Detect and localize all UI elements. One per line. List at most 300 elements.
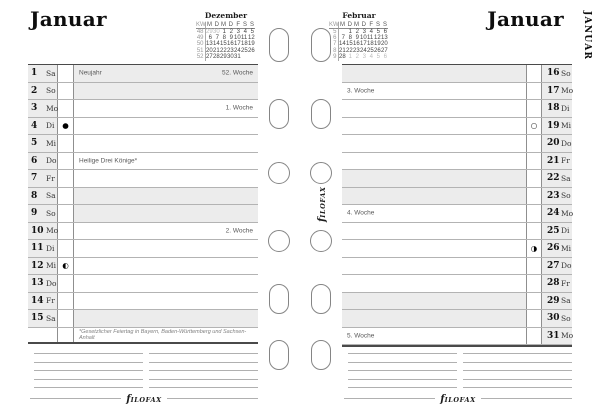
day-row-21: [342, 153, 572, 171]
day-name: Fr: [561, 278, 570, 288]
moon-phase-cell: [526, 118, 542, 135]
minical-day: [248, 54, 255, 60]
minical-day: 2: [355, 54, 359, 61]
day-row-9: [28, 205, 258, 223]
day-number: 19: [547, 120, 560, 131]
minical-day: 30: [213, 28, 220, 35]
day-number: 22: [547, 173, 560, 184]
binder-hole: [310, 162, 332, 184]
minical-day: 27: [381, 47, 388, 54]
day-name: Sa: [46, 191, 56, 201]
minical-weekday-header: S: [249, 21, 254, 28]
notes-ruled-line: [34, 379, 143, 380]
mini-calendar-februar: [329, 11, 389, 61]
minical-day: 1: [348, 28, 352, 35]
minical-day: 13: [381, 35, 388, 42]
month-tab-januar: JANUAR: [582, 11, 592, 61]
day-label-cell: [28, 275, 58, 292]
minical-weekday-header: S: [382, 21, 387, 28]
moon-phase-cell: [526, 188, 542, 205]
minical-day: 3: [362, 28, 366, 35]
day-number: 14: [31, 295, 44, 306]
minical-day: 26: [374, 47, 381, 54]
notes-ruled-line: [34, 353, 143, 354]
minical-kw-header: KW: [329, 21, 339, 28]
mini-calendar-title: Dezember: [204, 11, 248, 20]
holiday-label: Neujahr: [79, 69, 102, 77]
day-row-5: [28, 135, 258, 153]
minical-day: 20: [381, 41, 388, 48]
day-content-cell: [342, 205, 526, 222]
moon-phase-cell: [58, 205, 74, 222]
day-row-6: [28, 153, 258, 171]
minical-day: 26: [248, 47, 255, 54]
week-label: 3. Woche: [347, 87, 375, 95]
day-number: 29: [547, 295, 560, 306]
moon-phase-cell: [58, 310, 74, 327]
day-content-cell: [74, 83, 258, 100]
minical-weekday-header: S: [375, 21, 380, 28]
day-number: 24: [547, 208, 560, 219]
day-number: 11: [31, 243, 44, 254]
minical-day: 11: [367, 35, 374, 42]
minical-day: [241, 54, 248, 60]
minical-day: 6: [383, 28, 387, 35]
moon-phase-cell: [526, 275, 542, 292]
minical-day: 9: [355, 35, 359, 42]
minical-day: 23: [353, 47, 360, 54]
moon-phase-cell: [58, 240, 74, 257]
day-content-cell: [342, 153, 526, 170]
right-page-title: Januar: [487, 7, 564, 31]
day-row-30: [342, 310, 572, 328]
minical-day: 5: [376, 54, 380, 61]
notes-ruled-line: [30, 398, 121, 399]
notes-ruled-line: [463, 353, 572, 354]
day-name: Di: [561, 226, 570, 236]
minical-weekday-header: F: [234, 22, 241, 29]
minical-day: 8: [222, 35, 226, 42]
minical-day: 1: [222, 28, 226, 35]
day-name: Mo: [561, 86, 574, 96]
day-number: 12: [31, 260, 44, 271]
day-row-27: [342, 258, 572, 276]
moon-phase-cell: [58, 223, 74, 240]
minical-day: 27: [206, 54, 213, 61]
minical-day: 21: [339, 47, 346, 54]
minical-week-number: 9: [329, 54, 339, 60]
minical-day: 4: [369, 54, 373, 61]
minical-weekday-header: S: [242, 21, 247, 28]
day-name: Do: [561, 261, 572, 271]
minical-day: 5: [250, 28, 254, 35]
week-label: 2. Woche: [225, 227, 253, 235]
minical-day: 19: [374, 41, 381, 48]
minical-day: 8: [348, 35, 352, 42]
notes-ruled-line: [348, 370, 457, 371]
minical-day: 31: [234, 54, 241, 61]
day-label-cell: [542, 205, 572, 222]
day-content-cell: [342, 240, 526, 257]
moon-phase-cell: [526, 310, 542, 327]
week-label: 5. Woche: [347, 332, 375, 340]
day-name: Mi: [46, 138, 57, 148]
mini-calendar-dezember: [196, 11, 256, 61]
minical-week-number: 7: [329, 41, 339, 47]
notes-ruled-line: [149, 370, 258, 371]
moon-phase-cell: [526, 153, 542, 170]
notes-ruled-line: [149, 353, 258, 354]
moon-phase-cell: [58, 275, 74, 292]
day-content-cell: [342, 118, 526, 135]
filofax-logo: fILOFAX: [440, 394, 476, 405]
day-label-cell: [542, 258, 572, 275]
minical-weekday-header: D: [347, 21, 352, 28]
minical-day: 18: [367, 41, 374, 48]
day-number: 25: [547, 225, 560, 236]
day-label-cell: [542, 293, 572, 310]
day-row-7: [28, 170, 258, 188]
day-row-14: [28, 293, 258, 311]
day-number: 17: [547, 85, 560, 96]
minical-day: 6: [208, 35, 212, 42]
notes-ruled-line: [348, 353, 457, 354]
day-number: 27: [547, 260, 560, 271]
minical-week-number: 52: [196, 54, 206, 60]
day-name: Di: [561, 103, 570, 113]
binder-hole: [310, 230, 332, 252]
day-row-25: [342, 223, 572, 241]
new-moon-icon: ●: [62, 121, 69, 131]
minical-day: 10: [234, 35, 241, 42]
day-label-cell: [542, 100, 572, 117]
binder-hole: [269, 99, 289, 129]
day-label-cell: [542, 135, 572, 152]
moon-phase-cell: [58, 258, 74, 275]
day-content-cell: [74, 100, 258, 117]
moon-phase-cell: [58, 135, 74, 152]
day-content-cell: [74, 65, 258, 82]
day-content-cell: [74, 205, 258, 222]
day-number: 5: [31, 138, 38, 149]
day-content-cell: [342, 223, 526, 240]
day-label-cell: [542, 170, 572, 187]
day-label-cell: [28, 100, 58, 117]
day-row-1: [28, 65, 258, 83]
day-name: Di: [46, 121, 55, 131]
moon-phase-cell: [526, 135, 542, 152]
moon-phase-cell: [58, 118, 74, 135]
minical-week-number: 6: [329, 35, 339, 41]
minical-day: 21: [213, 47, 220, 54]
day-row-13: [28, 275, 258, 293]
minical-day: 20: [206, 47, 213, 54]
minical-weekday-header: D: [228, 21, 233, 28]
moon-phase-cell: [526, 293, 542, 310]
notes-ruled-line: [463, 387, 572, 388]
day-content-cell: [74, 118, 258, 135]
day-label-cell: [542, 83, 572, 100]
day-content-cell: [342, 65, 526, 82]
day-row-26: [342, 240, 572, 258]
day-number: 13: [31, 278, 44, 289]
day-label-cell: [542, 328, 572, 345]
notes-ruled-line: [481, 398, 572, 399]
binder-hole: [269, 284, 289, 314]
left-day-table: [28, 64, 258, 344]
day-row-20: [342, 135, 572, 153]
day-name: Mo: [561, 331, 574, 341]
notes-ruled-line: [34, 370, 143, 371]
moon-phase-cell: [58, 153, 74, 170]
minical-day: 7: [341, 35, 345, 42]
minical-day: 18: [241, 41, 248, 48]
day-label-cell: [542, 223, 572, 240]
minical-weekday-header: M: [340, 21, 345, 28]
day-content-cell: [74, 188, 258, 205]
minical-day: 13: [206, 41, 213, 48]
minical-day: 29: [206, 28, 213, 35]
binder-hole: [268, 162, 290, 184]
day-content-cell: [342, 83, 526, 100]
day-number: 1: [31, 68, 38, 79]
minical-day: 28: [339, 54, 346, 61]
day-label-cell: [542, 275, 572, 292]
filofax-logo: fILOFAX: [126, 394, 162, 405]
day-label-cell: [28, 153, 58, 170]
day-label-cell: [542, 310, 572, 327]
filofax-logo: fILOFAX: [317, 186, 328, 222]
binder-hole: [311, 99, 331, 129]
day-name: Fr: [561, 156, 570, 166]
day-name: Fr: [46, 296, 55, 306]
day-content-cell: [74, 223, 258, 240]
day-content-cell: [74, 240, 258, 257]
day-content-cell: [342, 258, 526, 275]
day-name: So: [46, 86, 56, 96]
minical-day: 11: [241, 35, 248, 42]
minical-day: 1: [348, 54, 352, 61]
day-row-11: [28, 240, 258, 258]
binder-hole: [269, 28, 289, 62]
moon-phase-cell: [526, 100, 542, 117]
minical-day: 2: [355, 28, 359, 35]
minical-day: 4: [243, 28, 247, 35]
full-moon-icon: ○: [530, 121, 538, 131]
day-name: Do: [46, 278, 57, 288]
minical-day: 6: [383, 54, 387, 61]
day-row-24: [342, 205, 572, 223]
notes-ruled-line: [348, 379, 457, 380]
minical-day: 19: [248, 41, 255, 48]
notes-ruled-line: [149, 379, 258, 380]
day-name: Mo: [46, 226, 59, 236]
left-page-title: Januar: [30, 7, 107, 31]
minical-week-number: 5: [329, 29, 339, 35]
day-name: Do: [46, 156, 57, 166]
day-number: 9: [31, 208, 38, 219]
notes-logo-line: [30, 392, 258, 405]
minical-day: 3: [362, 54, 366, 61]
last-quarter-icon: ◑: [530, 243, 538, 253]
mini-calendar-grid: [196, 22, 256, 61]
holiday-label: Heilige Drei Könige*: [79, 157, 138, 165]
first-quarter-icon: ◐: [62, 261, 69, 271]
moon-phase-cell: [526, 328, 542, 345]
minical-day: 22: [220, 47, 227, 54]
day-name: Fr: [46, 173, 55, 183]
day-number: 6: [31, 155, 38, 166]
binder-hole: [311, 284, 331, 314]
notes-ruled-line: [34, 387, 143, 388]
day-name: Mi: [46, 261, 57, 271]
day-name: Sa: [561, 173, 571, 183]
minical-day: 22: [346, 47, 353, 54]
day-number: 2: [31, 85, 38, 96]
footnote-label-cell: [28, 328, 58, 342]
moon-phase-cell: [58, 170, 74, 187]
day-content-cell: [342, 310, 526, 327]
day-number: 10: [31, 225, 44, 236]
notes-logo-line: [344, 392, 572, 405]
mini-calendar-title: Februar: [342, 11, 376, 20]
day-content-cell: [74, 170, 258, 187]
day-row-3: [28, 100, 258, 118]
day-label-cell: [28, 118, 58, 135]
day-content-cell: [74, 275, 258, 292]
day-label-cell: [28, 65, 58, 82]
moon-phase-cell: [58, 65, 74, 82]
day-row-28: [342, 275, 572, 293]
day-label-cell: [28, 205, 58, 222]
day-row-23: [342, 188, 572, 206]
week-label: 4. Woche: [347, 209, 375, 217]
day-label-cell: [28, 310, 58, 327]
day-content-cell: [342, 328, 526, 345]
binder-hole: [268, 230, 290, 252]
day-number: 3: [31, 103, 38, 114]
day-label-cell: [28, 83, 58, 100]
day-number: 16: [547, 68, 560, 79]
minical-day: 2: [229, 28, 233, 35]
minical-kw-header: KW: [196, 21, 206, 28]
moon-phase-cell: [526, 223, 542, 240]
binder-hole: [269, 340, 289, 370]
day-name: Di: [46, 243, 55, 253]
day-name: Mo: [561, 208, 574, 218]
minical-weekday-header: M: [207, 21, 212, 28]
notes-ruled-line: [149, 387, 258, 388]
notes-ruled-line: [149, 362, 258, 363]
minical-day: 17: [360, 41, 367, 48]
moon-phase-cell: [526, 240, 542, 257]
minical-day: 30: [227, 54, 234, 61]
day-row-8: [28, 188, 258, 206]
minical-day: 14: [213, 41, 220, 48]
minical-week-number: 8: [329, 48, 339, 54]
footnote-row: [28, 328, 258, 342]
minical-weekday-header: F: [367, 22, 374, 29]
minical-day: 14: [339, 41, 346, 48]
day-row-12: [28, 258, 258, 276]
day-label-cell: [28, 240, 58, 257]
day-name: Mo: [46, 103, 59, 113]
minical-week-number: 49: [196, 35, 206, 41]
binder-hole: [311, 28, 331, 62]
moon-phase-cell: [58, 188, 74, 205]
day-number: 18: [547, 103, 560, 114]
day-number: 15: [31, 313, 44, 324]
day-content-cell: [342, 135, 526, 152]
minical-weekday-header: D: [214, 21, 219, 28]
day-content-cell: [74, 258, 258, 275]
day-number: 28: [547, 278, 560, 289]
day-number: 23: [547, 190, 560, 201]
day-row-15: [28, 310, 258, 328]
day-content-cell: [74, 153, 258, 170]
day-content-cell: [342, 293, 526, 310]
day-label-cell: [28, 170, 58, 187]
moon-phase-cell: [58, 293, 74, 310]
notes-ruled-line: [34, 362, 143, 363]
day-name: Sa: [46, 313, 56, 323]
day-number: 26: [547, 243, 560, 254]
notes-ruled-line: [348, 387, 457, 388]
day-content-cell: [342, 188, 526, 205]
day-label-cell: [28, 223, 58, 240]
minical-day: 12: [248, 35, 255, 42]
day-name: Mi: [561, 121, 572, 131]
day-content-cell: [342, 170, 526, 187]
minical-week-number: 50: [196, 41, 206, 47]
day-row-29: [342, 293, 572, 311]
day-name: Do: [561, 138, 572, 148]
minical-day: 16: [227, 41, 234, 48]
day-content-cell: [74, 310, 258, 327]
moon-phase-cell: [526, 170, 542, 187]
minical-weekday-header: D: [361, 21, 366, 28]
day-content-cell: [342, 275, 526, 292]
day-content-cell: [342, 100, 526, 117]
moon-phase-cell: [58, 83, 74, 100]
day-number: 8: [31, 190, 38, 201]
moon-phase-cell: [526, 258, 542, 275]
moon-phase-cell: [526, 65, 542, 82]
day-label-cell: [28, 135, 58, 152]
day-number: 31: [547, 330, 560, 341]
minical-week-number: 48: [196, 29, 206, 35]
day-row-22: [342, 170, 572, 188]
day-row-19: [342, 118, 572, 136]
day-row-4: [28, 118, 258, 136]
day-row-16: [342, 65, 572, 83]
notes-ruled-line: [463, 362, 572, 363]
minical-day: 15: [346, 41, 353, 48]
minical-day: 29: [220, 54, 227, 61]
day-label-cell: [28, 188, 58, 205]
day-name: So: [561, 313, 571, 323]
day-name: Sa: [46, 68, 56, 78]
minical-day: 23: [227, 47, 234, 54]
week-label: 52. Woche: [222, 69, 253, 77]
day-content-cell: [74, 293, 258, 310]
day-number: 4: [31, 120, 38, 131]
day-label-cell: [542, 240, 572, 257]
day-number: 30: [547, 313, 560, 324]
minical-day: 7: [215, 35, 219, 42]
day-row-17: [342, 83, 572, 101]
moon-phase-cell: [526, 83, 542, 100]
